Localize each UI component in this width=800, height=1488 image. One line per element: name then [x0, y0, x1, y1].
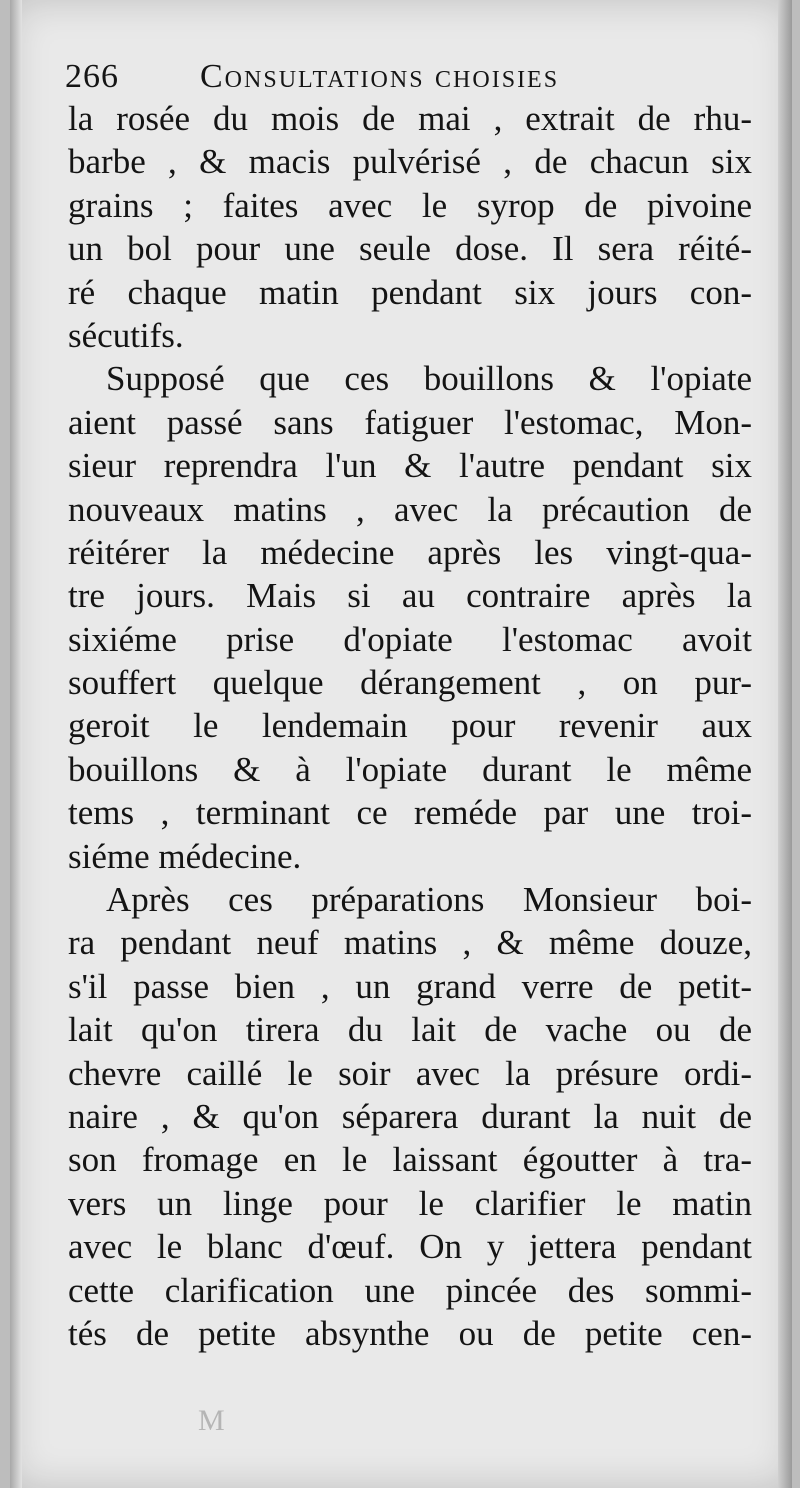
text-line: souffert quelque dérangement , on pur-	[68, 663, 752, 703]
text-line: son fromage en le laissant égoutter à tra-	[68, 1140, 752, 1180]
text-line: bouillons & à l'opiate durant le même	[68, 749, 752, 789]
text-line: ra pendant neuf matins , & même douze,	[68, 923, 752, 963]
text-line: chevre caillé le soir avec la présure ordi-	[68, 1053, 752, 1093]
text-line: grains ; faites avec le syrop de pivoine	[68, 185, 752, 225]
page-number: 266	[65, 58, 119, 95]
text-line: tems , terminant ce reméde par une troi-	[68, 793, 752, 833]
text-line: naire , & qu'on séparera durant la nuit de	[68, 1096, 752, 1136]
text-line: sixiéme prise d'opiate l'estomac avoit	[68, 619, 752, 659]
text-line: cette clarification une pincée des sommi-	[68, 1270, 752, 1310]
text-line: tés de petite absynthe ou de petite cen-	[68, 1313, 752, 1353]
text-line: ré chaque matin pendant six jours con-	[68, 272, 752, 312]
text-line: nouveaux matins , avec la précaution de	[68, 489, 752, 529]
signature-mark: M	[198, 1404, 225, 1437]
page-edge-right	[778, 0, 792, 1488]
running-title: Consultations choisies	[200, 58, 560, 95]
page-edge-left	[10, 0, 22, 1488]
text-line: Supposé que ces bouillons & l'opiate	[106, 359, 752, 399]
text-line: lait qu'on tirera du lait de vache ou de	[68, 1010, 752, 1050]
text-line: Après ces préparations Monsieur boi-	[106, 880, 752, 920]
text-line: siéme médecine.	[68, 836, 302, 876]
text-line: avec le blanc d'œuf. On y jettera pendant	[68, 1227, 752, 1267]
text-line: barbe , & macis pulvérisé , de chacun six	[68, 142, 752, 182]
text-line: sieur reprendra l'un & l'autre pendant six	[68, 446, 752, 486]
book-page	[10, 0, 792, 1488]
text-line: geroit le lendemain pour revenir aux	[68, 706, 752, 746]
body-text	[68, 97, 752, 1355]
page-header	[65, 58, 765, 100]
text-line: tre jours. Mais si au contraire après la	[68, 576, 752, 616]
text-line: vers un linge pour le clarifier le matin	[68, 1183, 752, 1223]
text-line: un bol pour une seule dose. Il sera réité-	[68, 229, 752, 269]
text-line: sécutifs.	[68, 315, 184, 355]
text-line: réitérer la médecine après les vingt-qua-	[68, 532, 752, 572]
text-line: s'il passe bien , un grand verre de petit-	[68, 966, 752, 1006]
text-line: aient passé sans fatiguer l'estomac, Mon-	[68, 402, 752, 442]
text-line: la rosée du mois de mai , extrait de rhu-	[68, 99, 752, 138]
